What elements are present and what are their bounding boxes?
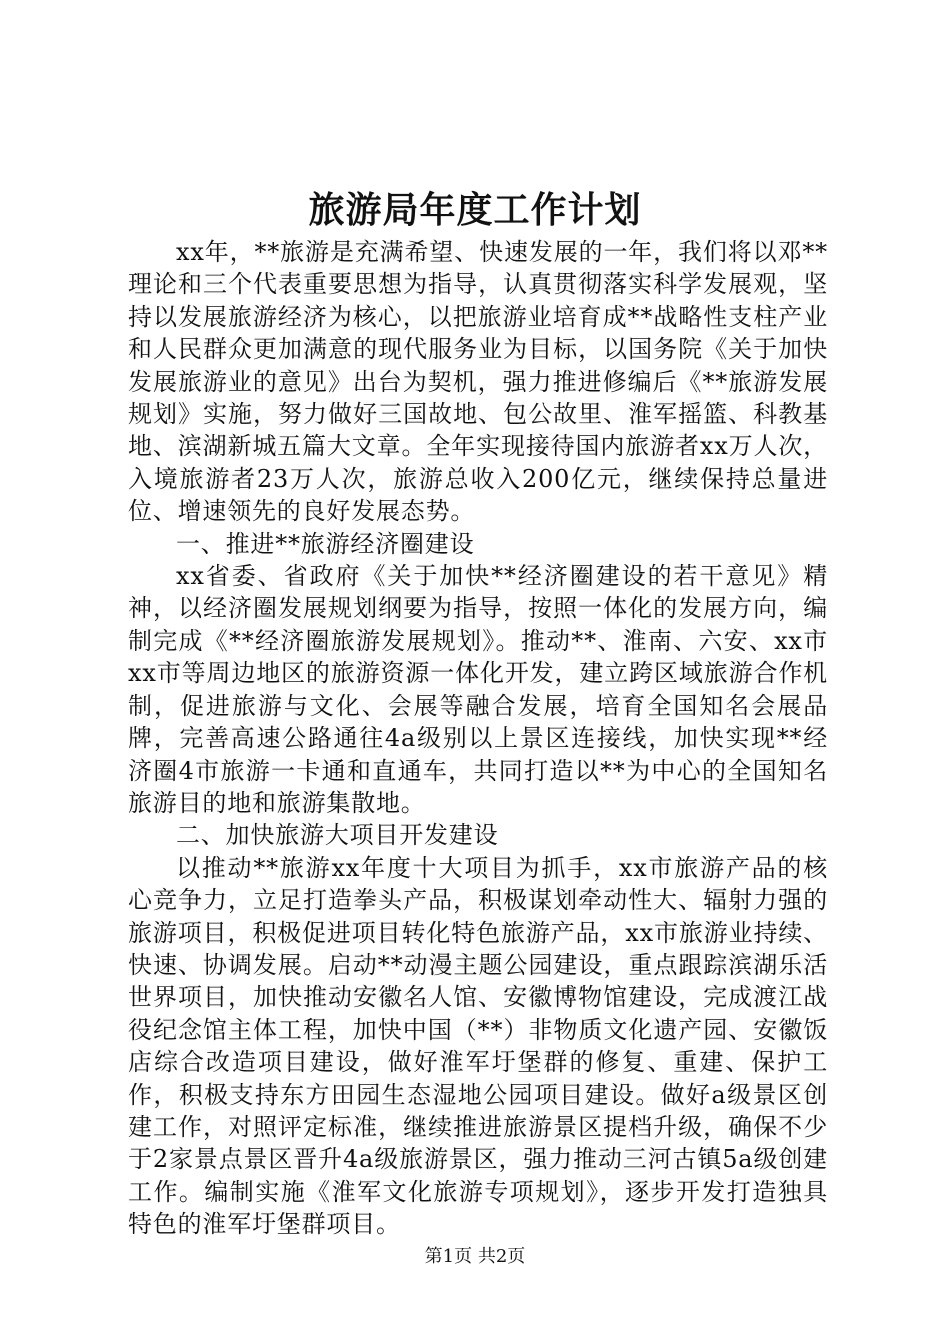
section-heading-1: 一、推进**旅游经济圈建设	[176, 529, 475, 558]
document-body	[128, 236, 828, 1241]
document-title: 旅游局年度工作计划	[308, 189, 642, 231]
section-1-paragraph: xx省委、省政府《关于加快**经济圈建设的若干意见》精神，以经济圈发展规划纲要为指导，按照一体化的发展方向，编制完成《**经济圈旅游发展规划》。推动**、淮南、六安、xx市xx市等周边地区的旅游资源一体化开发，建立跨区域旅游合作机制，促进旅游与文化、会展等融合发展，培育全国知名会展品牌，完善高速公路通往4a级别以上景区连接线，加快实现**经济圈4市旅游一卡通和直通车，共同打造以**为中心的全国知名旅游目的地和旅游集散地。	[128, 562, 828, 817]
intro-paragraph: xx年，**旅游是充满希望、快速发展的一年，我们将以邓**理论和三个代表重要思想为指导，认真贯彻落实科学发展观，坚持以发展旅游经济为核心，以把旅游业培育成**战略性支柱产业和人民群众更加满意的现代服务业为目标，以国务院《关于加快发展旅游业的意见》出台为契机，强力推进修编后《**旅游发展规划》实施，努力做好三国故地、包公故里、淮军摇篮、科教基地、滨湖新城五篇大文章。全年实现接待国内旅游者xx万人次，入境旅游者23万人次，旅游总收入200亿元，继续保持总量进位、增速领先的良好发展态势。	[128, 238, 828, 526]
section-heading-2: 二、加快旅游大项目开发建设	[176, 821, 499, 850]
page-footer: 第1页 共2页	[424, 1246, 526, 1267]
section-2-paragraph: 以推动**旅游xx年度十大项目为抓手，xx市旅游产品的核心竞争力，立足打造拳头产品，积极谋划牵动性大、辐射力强的旅游项目，积极促进项目转化特色旅游产品，xx市旅游业持续、快速、协调发展。启动**动漫主题公园建设，重点跟踪滨湖乐活世界项目，加快推动安徽名人馆、安徽博物馆建设，完成渡江战役纪念馆主体工程，加快中国（**）非物质文化遗产园、安徽饭店综合改造项目建设，做好淮军圩堡群的修复、重建、保护工作，积极支持东方田园生态湿地公园项目建设。做好a级景区创建工作，对照评定标准，继续推进旅游景区提档升级，确保不少于2家景点景区晋升4a级旅游景区，强力推动三河古镇5a级创建工作。编制实施《淮军文化旅游专项规划》，逐步开发打造独具特色的淮军圩堡群项目。	[128, 853, 828, 1239]
